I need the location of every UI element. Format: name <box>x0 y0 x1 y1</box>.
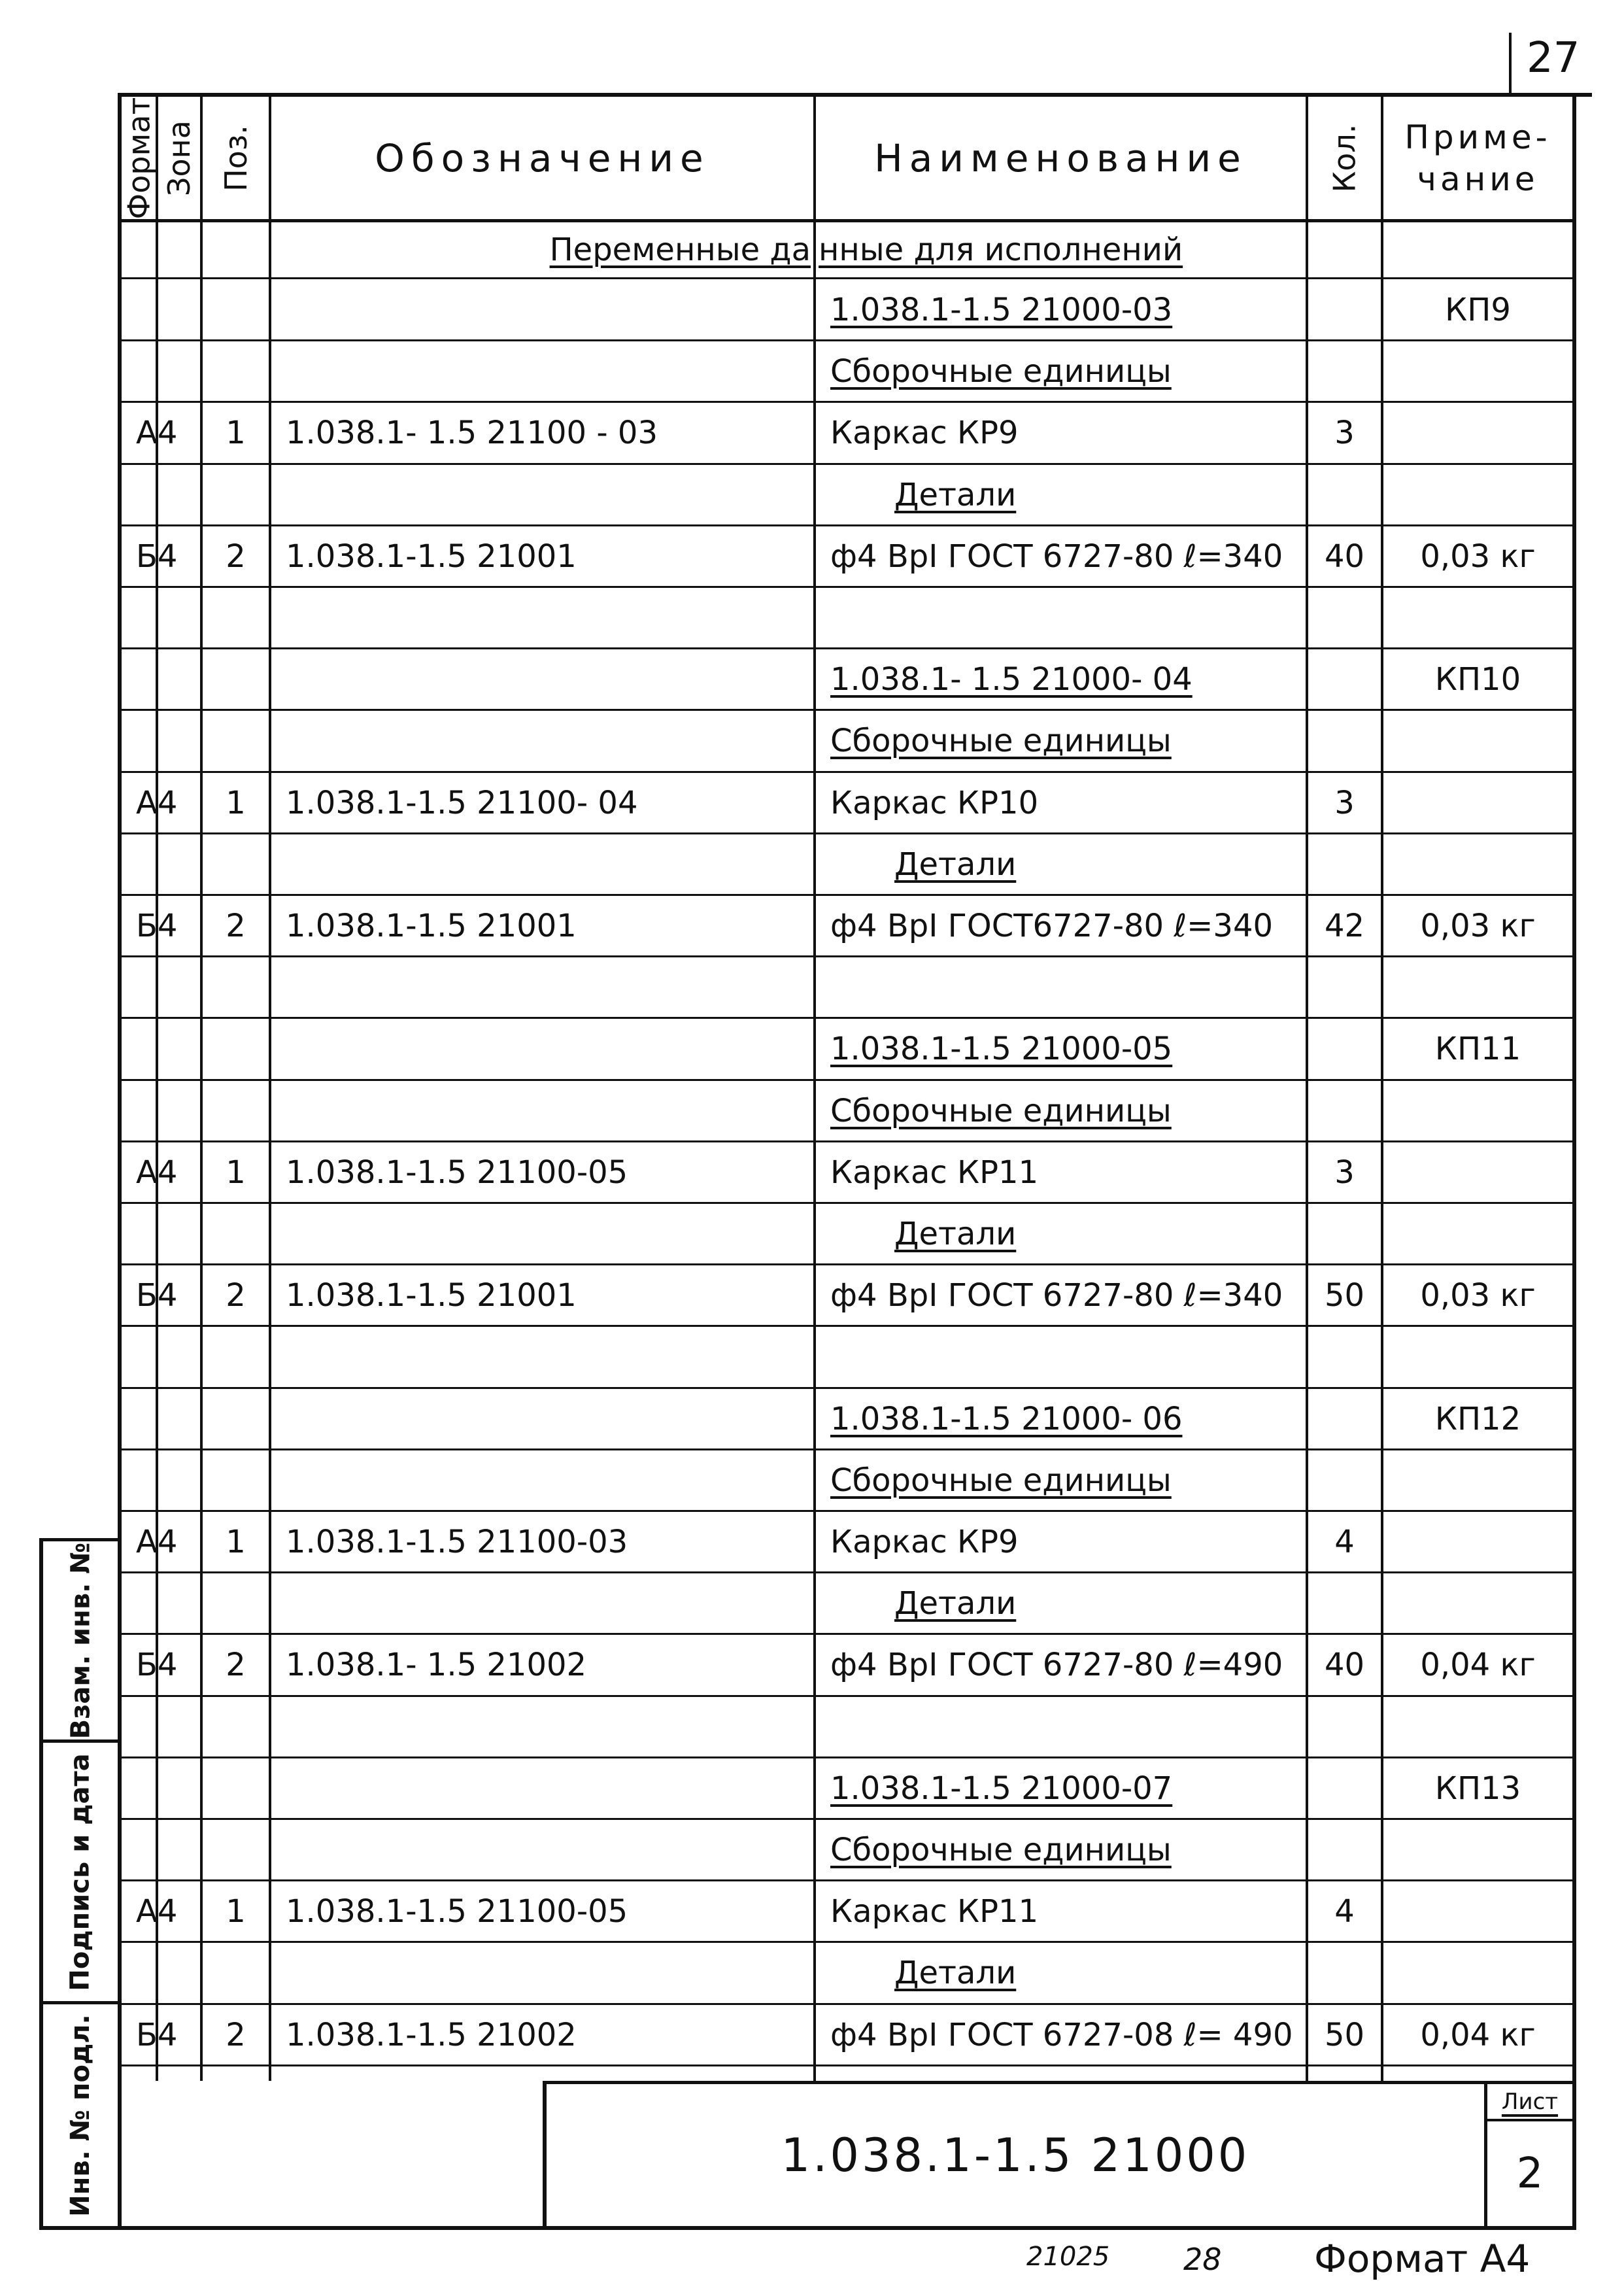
row-note <box>1383 957 1572 1018</box>
row-note <box>1383 1881 1572 1942</box>
row-name: ф4 ВрI ГОСТ 6727-08 ℓ= 490 <box>830 2016 1293 2053</box>
row-note <box>1383 1819 1572 1881</box>
row-format <box>122 464 158 526</box>
row-qty: 3 <box>1334 784 1355 821</box>
row-pos: 2 <box>226 1277 246 1314</box>
row-designation <box>271 710 813 772</box>
row-note: КП9 <box>1445 292 1511 329</box>
row-qty <box>1308 1018 1381 1080</box>
row-qty <box>1308 1819 1381 1881</box>
frame-bottom <box>118 2226 1576 2230</box>
row-name: Детали <box>894 476 1017 513</box>
row-note: КП11 <box>1434 1031 1521 1068</box>
row-note <box>1383 710 1572 772</box>
heading-right: нные для исполнений <box>819 231 1183 268</box>
row-note <box>1383 1511 1572 1573</box>
row-designation: 1.038.1-1.5 21002 <box>286 2016 577 2053</box>
row-format: А4 <box>136 1524 178 1561</box>
row-designation <box>271 279 813 341</box>
row-name: ф4 ВрI ГОСТ 6727-80 ℓ=490 <box>830 1647 1283 1684</box>
row-pos <box>203 1758 269 1819</box>
row-pos <box>203 1203 269 1265</box>
row-pos <box>203 649 269 710</box>
row-note <box>1383 587 1572 649</box>
row-note <box>1383 402 1572 464</box>
row-note: 0,03 кг <box>1420 908 1536 945</box>
row-name: Сборочные единицы <box>830 1092 1172 1129</box>
row-pos: 1 <box>226 1524 246 1561</box>
row-designation <box>271 1326 813 1388</box>
row-pos: 1 <box>226 1154 246 1191</box>
row-pos <box>203 279 269 341</box>
row-name: Каркас КР11 <box>830 1154 1039 1191</box>
row-pos <box>203 1573 269 1634</box>
row-designation <box>271 1388 813 1450</box>
row-pos: 1 <box>226 784 246 821</box>
row-format <box>122 1080 158 1142</box>
sheet-label: Лист <box>1501 2088 1559 2115</box>
row-pos <box>203 957 269 1018</box>
row-designation: 1.038.1-1.5 21100-05 <box>286 1154 628 1191</box>
row-note <box>1383 1080 1572 1142</box>
row-format: А4 <box>136 1154 178 1191</box>
row-qty <box>1308 710 1381 772</box>
row-note: 0,03 кг <box>1420 538 1536 575</box>
stamp-inv-no-orig: Инв. № подл. <box>65 2013 96 2217</box>
row-note <box>1383 1696 1572 1758</box>
row-designation <box>271 1819 813 1881</box>
header-designation: Обозначение <box>375 135 710 180</box>
sheet-number: 2 <box>1516 2150 1544 2198</box>
row-format <box>122 1450 158 1511</box>
header-format: Формат <box>121 97 157 219</box>
row-designation: 1.038.1-1.5 21100-03 <box>286 1524 628 1561</box>
row-name: Сборочные единицы <box>830 353 1172 390</box>
row-format <box>122 1696 158 1758</box>
footer-format: Формат А4 <box>1314 2236 1531 2281</box>
row-designation <box>271 464 813 526</box>
row-pos: 2 <box>226 2016 246 2053</box>
row-note: КП13 <box>1434 1770 1521 1807</box>
row-pos <box>203 1450 269 1511</box>
stamp-signature-date: Подпись и дата <box>65 1753 95 1991</box>
footer-number-left: 21025 <box>1026 2242 1110 2272</box>
row-name: 1.038.1-1.5 21000-03 <box>830 292 1173 329</box>
frame-right <box>1572 93 1576 2230</box>
header-note: Приме- чание <box>1404 118 1551 198</box>
row-qty <box>1308 1203 1381 1265</box>
row-format: А4 <box>136 415 178 452</box>
row-format: А4 <box>136 784 178 821</box>
row-pos <box>203 710 269 772</box>
row-format: Б4 <box>136 2016 178 2053</box>
row-qty <box>1308 1942 1381 2004</box>
row-name: Каркас КР10 <box>830 784 1039 821</box>
row-pos <box>203 834 269 895</box>
row-pos: 1 <box>226 1893 246 1930</box>
row-format <box>122 1326 158 1388</box>
row-designation <box>271 1018 813 1080</box>
row-designation <box>271 1573 813 1634</box>
row-designation <box>271 1758 813 1819</box>
row-note <box>1383 1942 1572 2004</box>
row-note <box>1383 464 1572 526</box>
row-format: Б4 <box>136 538 178 575</box>
row-pos: 1 <box>226 415 246 452</box>
row-name: Детали <box>894 846 1017 883</box>
row-name: 1.038.1-1.5 21000- 06 <box>830 1400 1183 1437</box>
row-designation: 1.038.1-1.5 21001 <box>286 1277 577 1314</box>
row-format <box>122 1203 158 1265</box>
heading-left: Переменные да <box>549 231 811 268</box>
row-designation: 1.038.1- 1.5 21002 <box>286 1647 587 1684</box>
row-note <box>1383 772 1572 834</box>
row-note <box>1383 1142 1572 1203</box>
row-pos <box>203 1942 269 2004</box>
row-qty: 50 <box>1324 2016 1365 2053</box>
row-name: Детали <box>894 1585 1017 1622</box>
row-qty: 4 <box>1334 1524 1355 1561</box>
stamp-bottom-line <box>39 2226 118 2230</box>
row-format <box>122 1018 158 1080</box>
row-qty <box>1308 341 1381 402</box>
row-qty <box>1308 587 1381 649</box>
row-name: ф4 ВрI ГОСТ 6727-80 ℓ=340 <box>830 538 1283 575</box>
row-designation: 1.038.1-1.5 21100-05 <box>286 1893 628 1930</box>
row-designation <box>271 649 813 710</box>
row-pos: 2 <box>226 908 246 945</box>
row-qty <box>1308 957 1381 1018</box>
row-format <box>122 1388 158 1450</box>
row-note: 0,04 кг <box>1420 1647 1536 1684</box>
row-format <box>122 587 158 649</box>
row-qty <box>1308 1080 1381 1142</box>
row-name: 1.038.1-1.5 21000-05 <box>830 1031 1173 1068</box>
row-pos <box>203 341 269 402</box>
row-format <box>122 1819 158 1881</box>
row-designation <box>271 1696 813 1758</box>
row-name <box>816 587 1306 649</box>
row-format <box>122 1758 158 1819</box>
header-qty: Кол. <box>1327 124 1362 192</box>
row-format: Б4 <box>136 1647 178 1684</box>
row-note <box>1383 1573 1572 1634</box>
row-format <box>122 957 158 1018</box>
row-designation <box>271 341 813 402</box>
row-format <box>122 1942 158 2004</box>
row-qty <box>1308 279 1381 341</box>
row-qty <box>1308 1758 1381 1819</box>
row-format <box>122 649 158 710</box>
row-note <box>1383 341 1572 402</box>
row-name <box>816 957 1306 1018</box>
row-pos: 2 <box>226 1647 246 1684</box>
row-pos <box>203 1080 269 1142</box>
row-format: Б4 <box>136 1277 178 1314</box>
row-format <box>122 710 158 772</box>
row-note <box>1383 1450 1572 1511</box>
row-pos <box>203 1696 269 1758</box>
row-designation <box>271 587 813 649</box>
row-note: КП12 <box>1434 1400 1521 1437</box>
row-qty <box>1308 1696 1381 1758</box>
row-designation: 1.038.1-1.5 21001 <box>286 538 577 575</box>
row-qty: 42 <box>1324 908 1365 945</box>
row-format: Б4 <box>136 908 178 945</box>
row-note <box>1383 1203 1572 1265</box>
row-designation <box>271 1942 813 2004</box>
row-note <box>1383 834 1572 895</box>
row-format <box>122 279 158 341</box>
row-name: Каркас КР9 <box>830 415 1019 452</box>
row-pos <box>203 1326 269 1388</box>
page-number-divider <box>1509 33 1512 93</box>
row-pos <box>203 587 269 649</box>
row-note <box>1383 1326 1572 1388</box>
header-name: Наименование <box>874 135 1247 180</box>
row-format <box>122 1573 158 1634</box>
row-designation <box>271 1080 813 1142</box>
row-qty <box>1308 1573 1381 1634</box>
row-line <box>118 2065 1576 2066</box>
row-name: Каркас КР9 <box>830 1524 1019 1561</box>
row-designation: 1.038.1- 1.5 21100 - 03 <box>286 415 658 452</box>
row-qty <box>1308 1450 1381 1511</box>
row-qty <box>1308 464 1381 526</box>
header-pos: Поз. <box>218 124 254 192</box>
row-qty: 3 <box>1334 415 1355 452</box>
row-designation <box>271 957 813 1018</box>
row-designation <box>271 1203 813 1265</box>
row-name: 1.038.1-1.5 21000-07 <box>830 1770 1173 1807</box>
row-format <box>122 834 158 895</box>
row-name: Детали <box>894 1955 1017 1992</box>
row-format: А4 <box>136 1893 178 1930</box>
row-qty <box>1308 649 1381 710</box>
row-name: ф4 ВрI ГОСТ6727-80 ℓ=340 <box>830 908 1274 945</box>
row-note: КП10 <box>1434 661 1521 698</box>
row-name: Сборочные единицы <box>830 1832 1172 1869</box>
stamp-replace-inv: Взам. инв. № <box>65 1542 96 1739</box>
row-qty: 4 <box>1334 1893 1355 1930</box>
row-pos <box>203 1388 269 1450</box>
row-qty: 3 <box>1334 1154 1355 1191</box>
row-name: ф4 ВрI ГОСТ 6727-80 ℓ=340 <box>830 1277 1283 1314</box>
row-designation <box>271 1450 813 1511</box>
row-name: Сборочные единицы <box>830 1462 1172 1499</box>
row-qty: 50 <box>1324 1277 1365 1314</box>
footer-number-right: 28 <box>1183 2242 1222 2277</box>
page-number: 27 <box>1527 34 1580 82</box>
row-designation: 1.038.1-1.5 21100- 04 <box>286 784 638 821</box>
row-pos <box>203 1819 269 1881</box>
row-name: Сборочные единицы <box>830 723 1172 760</box>
row-format <box>122 341 158 402</box>
row-name <box>816 1696 1306 1758</box>
header-zone: Зона <box>161 120 197 196</box>
row-designation: 1.038.1-1.5 21001 <box>286 908 577 945</box>
row-pos <box>203 1018 269 1080</box>
row-pos: 2 <box>226 538 246 575</box>
document-code: 1.038.1-1.5 21000 <box>781 2128 1250 2182</box>
row-name: Детали <box>894 1216 1017 1253</box>
row-qty <box>1308 1326 1381 1388</box>
row-note: 0,04 кг <box>1420 2016 1536 2053</box>
row-qty: 40 <box>1324 1647 1365 1684</box>
row-name: Каркас КР11 <box>830 1893 1039 1930</box>
row-name <box>816 1326 1306 1388</box>
row-qty: 40 <box>1324 538 1365 575</box>
row-qty <box>1308 1388 1381 1450</box>
row-name: 1.038.1- 1.5 21000- 04 <box>830 661 1193 698</box>
row-pos <box>203 464 269 526</box>
row-note: 0,03 кг <box>1420 1277 1536 1314</box>
row-designation <box>271 834 813 895</box>
row-qty <box>1308 834 1381 895</box>
